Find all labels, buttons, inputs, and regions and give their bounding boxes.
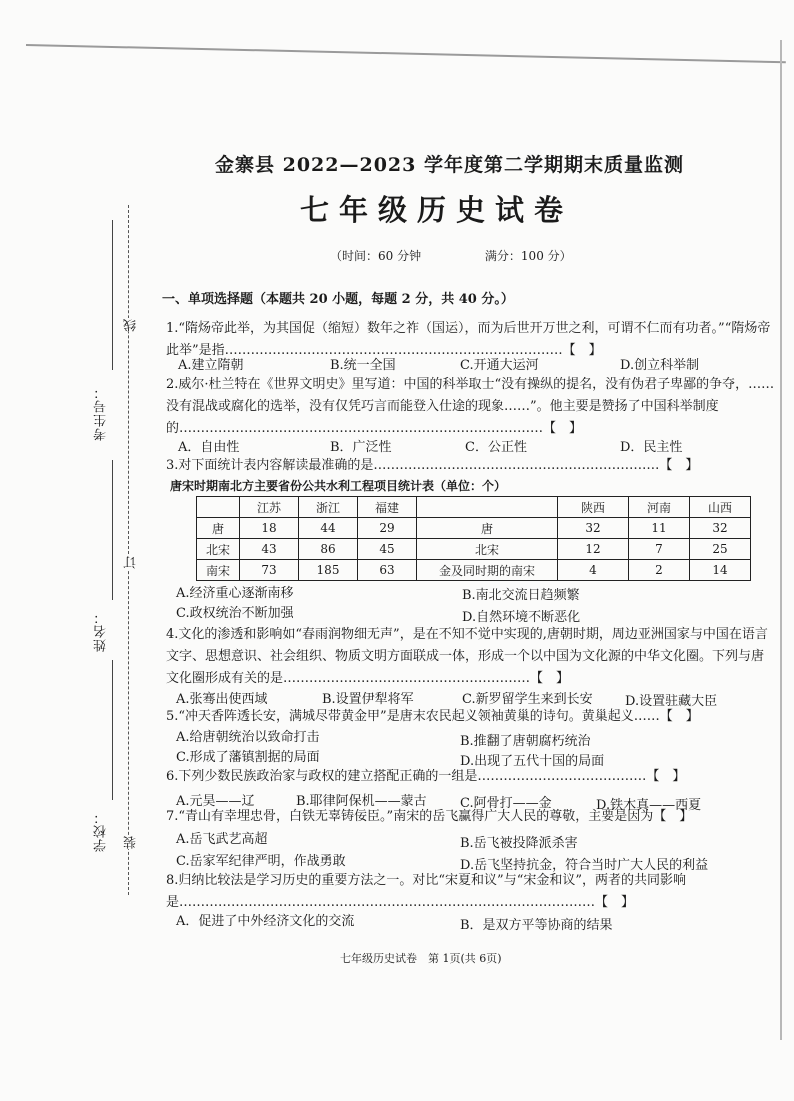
exam-meta bbox=[330, 247, 632, 264]
table-cell: 金及同时期的南宋 bbox=[417, 560, 558, 581]
table-cell: 7 bbox=[629, 539, 690, 560]
table-cell: 北宋 bbox=[197, 539, 240, 560]
q4-option-a[interactable]: A.张骞出使西域 bbox=[176, 692, 268, 707]
question-2-stem: 2.威尔·杜兰特在《世界文明史》里写道：中国的科举取士“没有操纵的提名，没有伪君子卑鄙的争夺，……没有混战或腐化的选举，没有仅凭巧言而能登入仕途的现象……”。他主要是赞扬了中国科举制度的…………………………………………………………………………【 】 bbox=[166, 377, 775, 436]
exam-title: 金寨县 2022—2023 学年度第二学期期末质量监测 bbox=[215, 154, 684, 176]
table-cell: 18 bbox=[240, 518, 299, 539]
table-cell: 2 bbox=[629, 560, 690, 581]
school-blank bbox=[112, 660, 114, 800]
table-cell: 北宋 bbox=[417, 539, 558, 560]
binding-mark-line: 线 bbox=[124, 318, 139, 332]
q5-option-b[interactable]: B.推翻了唐朝腐朽统治 bbox=[460, 734, 591, 749]
table-header-cell: 河南 bbox=[629, 497, 690, 518]
table-cell: 86 bbox=[299, 539, 358, 560]
binding-dashed-line bbox=[128, 205, 130, 895]
q7-option-c[interactable]: C.岳家军纪律严明，作战勇敢 bbox=[176, 854, 346, 869]
q4-option-b[interactable]: B.设置伊犁将军 bbox=[322, 692, 414, 707]
q7-option-a[interactable]: A.岳飞武艺高超 bbox=[176, 832, 268, 847]
section-heading: 一、单项选择题（本题共 20 小题，每题 2 分，共 40 分。） bbox=[162, 292, 514, 307]
question-8-stem: 8.归纳比较法是学习历史的重要方法之一。对比“宋夏和议”与“宋金和议”，两者的共同影响是……………………………………………………………………………………【 】 bbox=[166, 873, 686, 910]
q3-option-c[interactable]: C.政权统治不断加强 bbox=[176, 606, 294, 621]
table-header-cell bbox=[417, 497, 558, 518]
scan-edge-top bbox=[26, 44, 786, 63]
q8-option-b[interactable]: B．是双方平等协商的结果 bbox=[460, 918, 613, 933]
table-header-cell: 福建 bbox=[358, 497, 417, 518]
q2-option-d[interactable]: D．民主性 bbox=[620, 440, 683, 455]
exam-number-blank bbox=[112, 220, 114, 370]
table-row bbox=[197, 560, 751, 581]
q4-option-d[interactable]: D.设置驻藏大臣 bbox=[625, 694, 718, 709]
q2-option-b[interactable]: B．广泛性 bbox=[330, 440, 392, 455]
table-cell: 32 bbox=[690, 518, 751, 539]
q5-option-d[interactable]: D.出现了五代十国的局面 bbox=[460, 754, 605, 769]
school-label: 学校： bbox=[94, 810, 109, 852]
q7-option-d[interactable]: D.岳飞坚持抗金，符合当时广大人民的利益 bbox=[460, 858, 709, 873]
table-header-cell: 浙江 bbox=[299, 497, 358, 518]
q1-option-b[interactable]: B.统一全国 bbox=[330, 358, 396, 373]
exam-number-label: 考生号： bbox=[94, 385, 109, 441]
q7-option-b[interactable]: B.岳飞被投降派杀害 bbox=[460, 836, 578, 851]
table-cell: 32 bbox=[558, 518, 629, 539]
page-footer: 七年级历史试卷 第 1页(共 6页) bbox=[340, 952, 502, 965]
table-row bbox=[197, 539, 751, 560]
q3-option-b[interactable]: B.南北交流日趋频繁 bbox=[462, 588, 580, 603]
question-7-stem: 7.“青山有幸埋忠骨，白铁无辜铸佞臣。”南宋的岳飞赢得广大人民的尊敬，主要是因为【 】 bbox=[166, 809, 693, 824]
q3-option-a[interactable]: A.经济重心逐渐南移 bbox=[176, 586, 294, 601]
q1-option-d[interactable]: D.创立科举制 bbox=[620, 358, 700, 373]
q6-option-c[interactable]: C.阿骨打——金 bbox=[460, 796, 552, 811]
question-5-stem: 5.“冲天香阵透长安，满城尽带黄金甲”是唐末农民起义领袖黄巢的诗句。黄巢起义……【 】 bbox=[166, 709, 699, 724]
table-cell: 南宋 bbox=[197, 560, 240, 581]
table-cell: 11 bbox=[629, 518, 690, 539]
q1-option-a[interactable]: A.建立隋朝 bbox=[178, 358, 244, 373]
q8-option-a[interactable]: A．促进了中外经济文化的交流 bbox=[176, 914, 355, 929]
table-header-cell: 山西 bbox=[690, 497, 751, 518]
table-cell: 45 bbox=[358, 539, 417, 560]
question-1-stem: 1.“隋炀帝此举，为其国促（缩短）数年之祚（国运），而为后世开万世之利，可谓不仁而有功者。”“隋炀帝此举”是指……………………………………………………………………【 】 bbox=[166, 321, 771, 358]
question-6-stem: 6.下列少数民族政治家与政权的建立搭配正确的一组是…………………………………【 】 bbox=[166, 769, 686, 784]
q3-option-d[interactable]: D.自然环境不断恶化 bbox=[462, 610, 581, 625]
question-4-stem: 4.文化的渗透和影响如“春雨润物细无声”，是在不知不觉中实现的,唐朝时期，周边亚洲国家与中国在语言文字、思想意识、社会组织、物质文明方面联成一体，形成一个以中国为文化源的中华文化圈。下列与唐文化圈形成有关的是…………………………………………………【 】 bbox=[166, 627, 768, 686]
q1-option-c[interactable]: C.开通大运河 bbox=[460, 358, 539, 373]
q6-option-b[interactable]: B.耶律阿保机——蒙古 bbox=[296, 794, 427, 809]
table-cell: 唐 bbox=[417, 518, 558, 539]
name-blank bbox=[112, 460, 114, 600]
table-cell: 44 bbox=[299, 518, 358, 539]
q6-option-d[interactable]: D.铁木真——西夏 bbox=[596, 798, 702, 813]
table-cell: 14 bbox=[690, 560, 751, 581]
table-caption: 唐宋时期南北方主要省份公共水利工程项目统计表（单位：个） bbox=[170, 479, 507, 493]
table-cell: 43 bbox=[240, 539, 299, 560]
q5-option-c[interactable]: C.形成了藩镇割据的局面 bbox=[176, 750, 320, 765]
binding-mark-ding: 订 bbox=[124, 555, 139, 569]
table-cell: 12 bbox=[558, 539, 629, 560]
water-project-table bbox=[196, 496, 751, 581]
table-cell: 29 bbox=[358, 518, 417, 539]
table-header-row bbox=[197, 497, 751, 518]
full-score: 满分：100 分） bbox=[484, 249, 572, 263]
table-cell: 25 bbox=[690, 539, 751, 560]
table-header-cell: 江苏 bbox=[240, 497, 299, 518]
time-limit: （时间：60 分钟 bbox=[330, 249, 422, 263]
name-label: 姓名： bbox=[94, 610, 109, 652]
binding-mark-zhuang: 装 bbox=[124, 835, 139, 849]
q4-option-c[interactable]: C.新罗留学生来到长安 bbox=[462, 692, 593, 707]
table-header-cell bbox=[197, 497, 240, 518]
table-header-cell: 陕西 bbox=[558, 497, 629, 518]
q2-option-c[interactable]: C．公正性 bbox=[465, 440, 527, 455]
table-cell: 4 bbox=[558, 560, 629, 581]
scan-edge-right bbox=[780, 40, 782, 1040]
exam-subtitle: 七年级历史试卷 bbox=[300, 193, 574, 227]
question-3-stem: 3.对下面统计表内容解读最准确的是…………………………………………………………【 】 bbox=[166, 458, 699, 473]
q6-option-a[interactable]: A.元昊——辽 bbox=[176, 794, 255, 809]
q2-option-a[interactable]: A．自由性 bbox=[178, 440, 240, 455]
q5-option-a[interactable]: A.给唐朝统治以致命打击 bbox=[176, 730, 320, 745]
table-cell: 185 bbox=[299, 560, 358, 581]
table-cell: 73 bbox=[240, 560, 299, 581]
table-cell: 唐 bbox=[197, 518, 240, 539]
table-row bbox=[197, 518, 751, 539]
table-cell: 63 bbox=[358, 560, 417, 581]
